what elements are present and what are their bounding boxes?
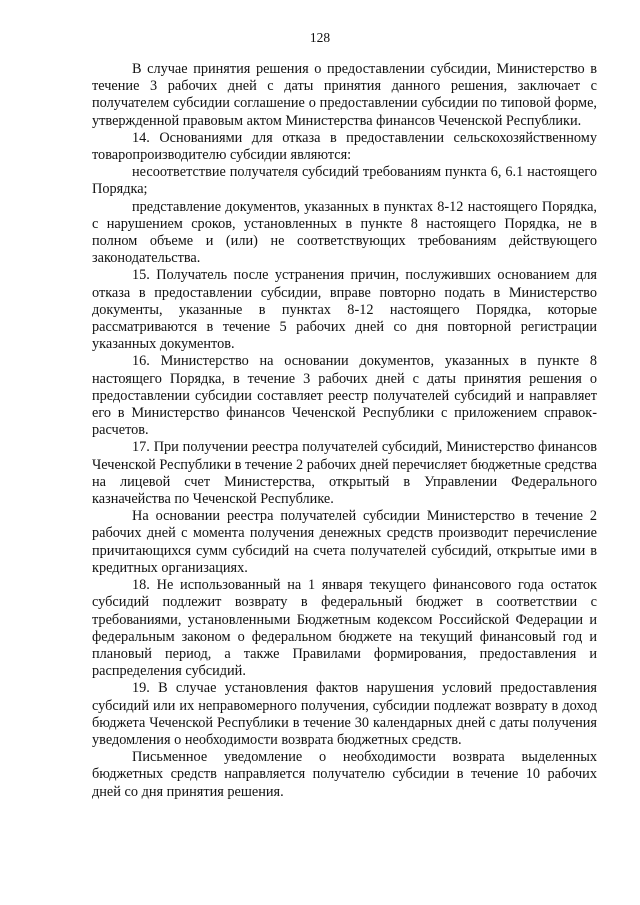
paragraph-18-unused-balance: 18. Не использованный на 1 января текущего финансового года остаток субсидий подлежит возврату в федеральный бюджет в соответствии с требованиями, установленными Бюджетным кодексом Российской Федерации и федеральным законом о федеральном бюджете на текущий финансовый год и плановый период, а также Правилами формирования, предоставления и распределения субсидий. — [92, 577, 597, 680]
document-body — [92, 61, 597, 801]
paragraph-17-funds-transfer: 17. При получении реестра получателей субсидий, Министерство финансов Чеченской Республики в течение 2 рабочих дней перечисляет бюджетные средства на лицевой счет Министерства, открытый в Управлении Федерального казначейства по Чеченской Республике. — [92, 439, 597, 508]
paragraph-16-registry: 16. Министерство на основании документов, указанных в пункте 8 настоящего Порядка, в течение 3 рабочих дней с даты принятия решения о предоставлении субсидии составляет реестр получателей субсидий и направляет его в Министерство финансов Чеченской Республики с приложением справок-расчетов. — [92, 353, 597, 439]
paragraph-written-notice: Письменное уведомление о необходимости возврата выделенных бюджетных средств направляется получателю субсидии в течение 10 рабочих дней со дня принятия решения. — [92, 749, 597, 800]
paragraph-refusal-documents: представление документов, указанных в пунктах 8-12 настоящего Порядка, с нарушением сроков, установленных в пункте 8 настоящего Порядка, не в полном объеме и (или) не соответствующих требованиям действующего законодательства. — [92, 198, 597, 267]
paragraph-subsidy-agreement: В случае принятия решения о предоставлении субсидии, Министерство в течение 3 рабочих дней с даты принятия данного решения, заключает с получателем субсидии соглашение о предоставлении субсидии по типовой форме, утвержденной правовым актом Министерства финансов Чеченской Республики. — [92, 61, 597, 129]
paragraph-14-refusal-grounds: 14. Основаниями для отказа в предоставлении сельскохозяйственному товаропроизводителю субсидии являются: — [92, 129, 597, 164]
paragraph-19-violations: 19. В случае установления фактов нарушения условий предоставления субсидий или их неправомерного получения, субсидии подлежат возврату в доход бюджета Чеченской Республики в течение 30 календарных дней с даты получения уведомления о необходимости возврата бюджетных средств. — [92, 680, 597, 748]
paragraph-15-resubmission: 15. Получатель после устранения причин, послуживших основанием для отказа в предоставлении субсидии, вправе повторно подать в Министерство документы, указанные в пунктах 8-12 настоящего Порядка, которые рассматриваются в течение 5 рабочих дней со дня повторной регистрации указанных документов. — [92, 267, 597, 353]
paragraph-transfer-to-recipients: На основании реестра получателей субсидии Министерство в течение 2 рабочих дней с момента получения денежных средств производит перечисление причитающихся сумм субсидий на счета получателей субсидий, открытые ими в кредитных организациях. — [92, 508, 597, 576]
paragraph-refusal-noncompliance: несоответствие получателя субсидий требованиям пункта 6, 6.1 настоящего Порядка; — [92, 164, 597, 198]
page-number: 128 — [309, 30, 331, 45]
